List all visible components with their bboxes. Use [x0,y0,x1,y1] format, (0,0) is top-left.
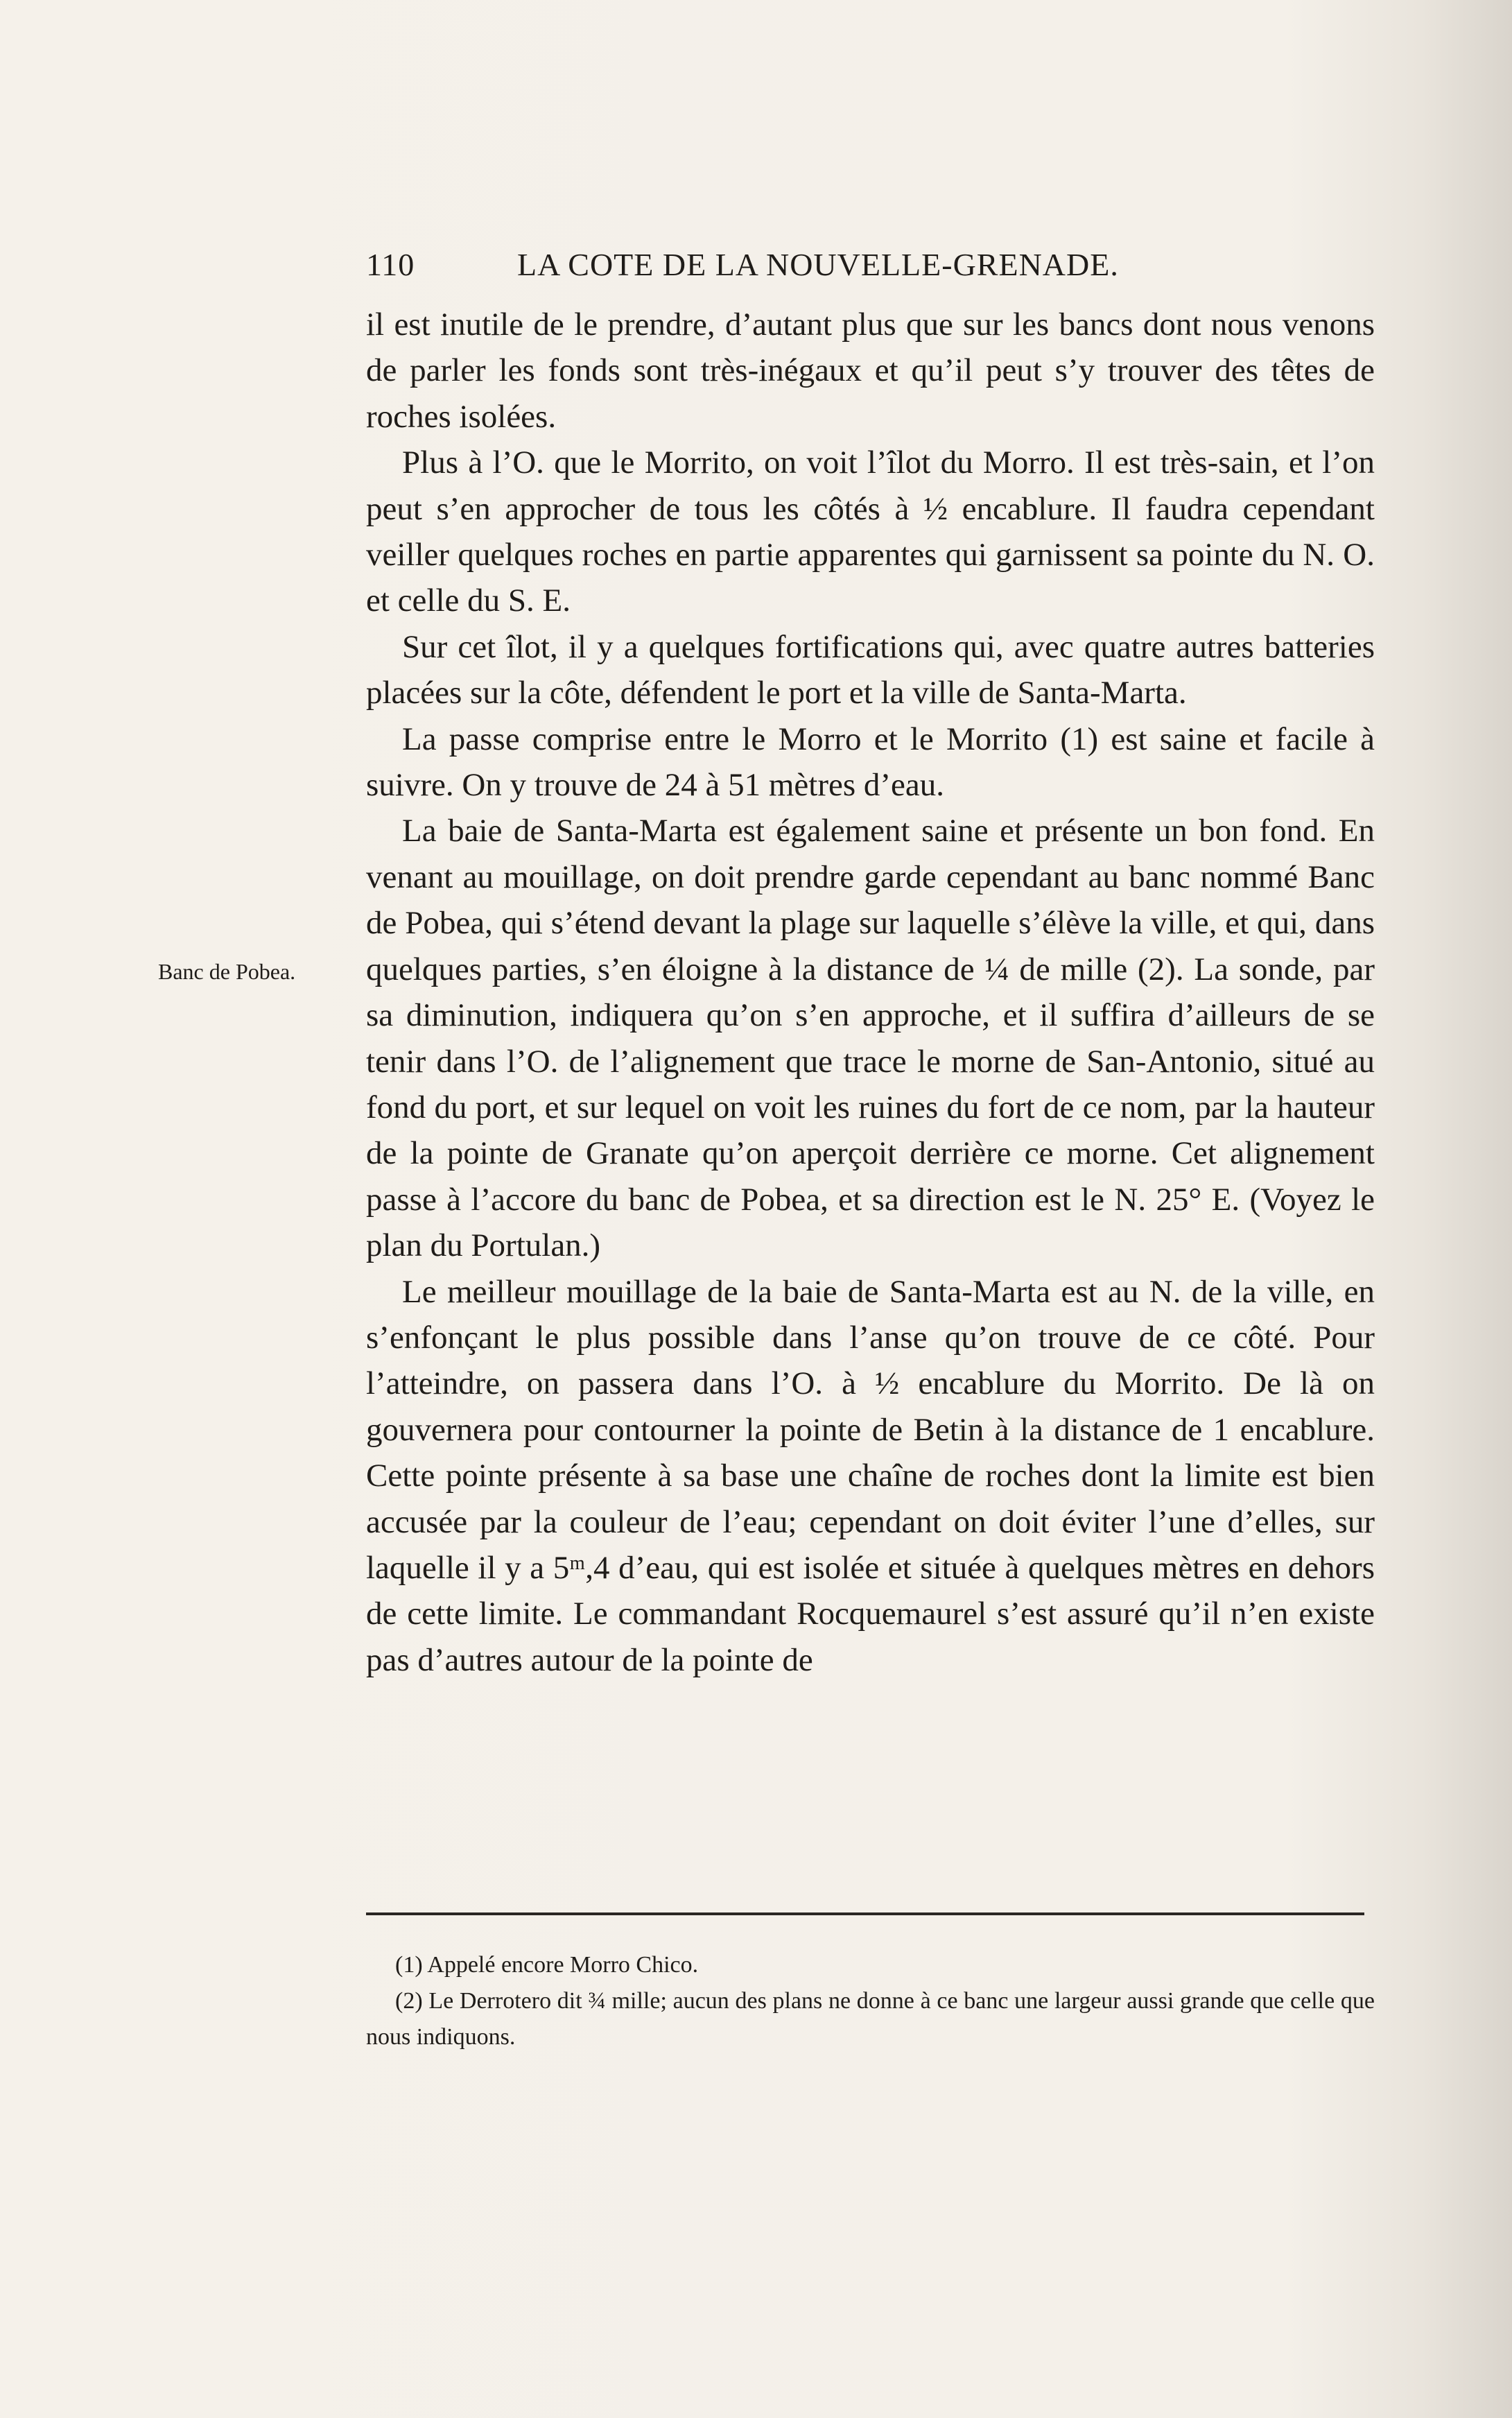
paragraph: Sur cet îlot, il y a quelques fortifications qui, avec quatre autres batteries placées sur la côte, défendent le port et la ville de Santa-Marta. [366,628,1375,711]
footnotes [366,1947,1375,2055]
footnote: (1) Appelé encore Morro Chico. [395,1952,699,1978]
paragraph: La baie de Santa-Marta est également saine et présente un bon fond. En venant au mouillage, on doit prendre garde cependant au banc nommé Banc de Pobea, qui s’étend devant la plage sur laquelle s’élève la ville, et qui, dans quelques parties, s’en éloigne à la distance de ¼ de mille (2). La sonde, par sa diminution, indiquera qu’on s’en approche, et il suffira d’ailleurs de se tenir dans l’O. de l’alignement que trace le morne de San-Antonio, situé au fond du port, et sur lequel on voit les ruines du fort de ce nom, par la hauteur de la pointe de Granate qu’on aperçoit derrière ce morne. Cet alignement passe à l’accore du banc de Pobea, et sa direction est le N. 25° E. (Voyez le plan du Portulan.) [366,813,1375,1264]
page-number: 110 [366,247,415,282]
footnote-rule [366,1912,1364,1915]
paragraph: Plus à l’O. que le Morrito, on voit l’îlot du Morro. Il est très-sain, et l’on peut s’en approcher de tous les côtés à ½ encablure. Il faudra cependant veiller quelques roches en partie apparentes qui garnissent sa pointe du N. O. et celle du S. E. [366,444,1375,619]
paragraph: il est inutile de le prendre, d’autant plus que sur les bancs dont nous venons de parler les fonds sont très-inégaux et qu’il peut s’y trouver des têtes de roches isolées. [366,306,1375,435]
running-header [366,246,1371,283]
running-title: LA COTE DE LA NOUVELLE-GRENADE. [517,247,1119,282]
footnote: (2) Le Derrotero dit ¾ mille; aucun des plans ne donne à ce banc une largeur aussi grande que celle que nous indiquons. [366,1988,1375,2050]
paragraph: Le meilleur mouillage de la baie de Santa-Marta est au N. de la ville, en s’enfonçant le plus possible dans l’anse qu’on trouve de ce côté. Pour l’atteindre, on passera dans l’O. à ½ encablure du Morrito. De là on gouvernera pour contourner la pointe de Betin à la distance de 1 encablure. Cette pointe présente à sa base une chaîne de roches dont la limite est bien accusée par la couleur de l’eau; cependant on doit éviter l’une d’elles, sur laquelle il y a 5ᵐ,4 d’eau, qui est isolée et située à quelques mètres en dehors de cette limite. Le commandant Rocquemaurel s’est assuré qu’il n’en existe pas d’autres autour de la pointe de [366,1273,1375,1678]
paragraph: La passe comprise entre le Morro et le Morrito (1) est saine et facile à suivre. On y trouve de 24 à 51 mètres d’eau. [366,720,1375,804]
margin-note: Banc de Pobea. [158,959,296,984]
body-text [366,302,1375,1683]
